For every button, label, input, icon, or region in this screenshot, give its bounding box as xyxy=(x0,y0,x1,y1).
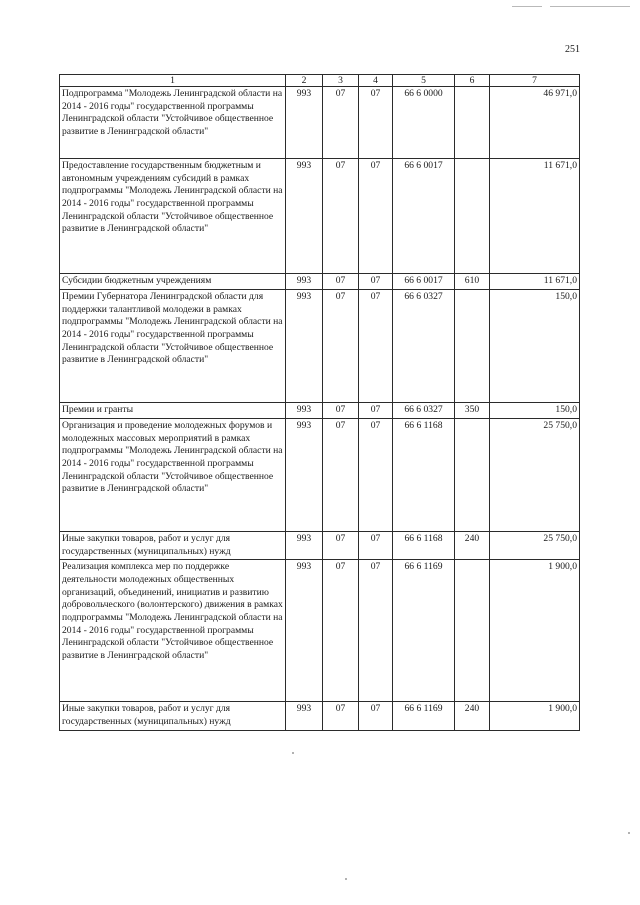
row-code: 993 xyxy=(286,419,323,532)
row-target: 66 6 0000 xyxy=(393,87,455,159)
table-row xyxy=(60,290,580,403)
budget-table xyxy=(59,74,580,731)
row-section: 07 xyxy=(323,560,359,702)
table-row xyxy=(60,532,580,560)
column-header: 6 xyxy=(455,75,490,87)
column-header: 3 xyxy=(323,75,359,87)
column-header: 5 xyxy=(393,75,455,87)
row-type xyxy=(455,290,490,403)
row-code: 993 xyxy=(286,274,323,290)
column-header: 4 xyxy=(359,75,393,87)
row-target: 66 6 0327 xyxy=(393,290,455,403)
row-type xyxy=(455,560,490,702)
row-amount: 25 750,0 xyxy=(490,532,580,560)
row-amount: 1 900,0 xyxy=(490,560,580,702)
table-row xyxy=(60,403,580,419)
row-target: 66 6 1168 xyxy=(393,419,455,532)
row-name: Реализация комплекса мер по поддержке деятельности молодежных общественных организаций, объединений, инициатив и развитию добровольческого (волонтерского) движения в рамках подпрограммы "Молодежь Ленинградской области на 2014 - 2016 годы" государственной программы Ленинградской области "Устойчивое общественное развитие в Ленинградской области" xyxy=(60,560,286,702)
column-header: 1 xyxy=(60,75,286,87)
row-name: Премии Губернатора Ленинградской области для поддержки талантливой молодежи в рамках подпрограммы "Молодежь Ленинградской области на 2014 - 2016 годы" государственной программы Ленинградской области "Устойчивое общественное развитие в Ленинградской области" xyxy=(60,290,286,403)
row-section: 07 xyxy=(323,87,359,159)
row-section: 07 xyxy=(323,403,359,419)
row-subsection: 07 xyxy=(359,290,393,403)
row-target: 66 6 0017 xyxy=(393,274,455,290)
row-section: 07 xyxy=(323,159,359,274)
row-section: 07 xyxy=(323,274,359,290)
table-row xyxy=(60,159,580,274)
row-target: 66 6 0017 xyxy=(393,159,455,274)
row-section: 07 xyxy=(323,290,359,403)
row-type: 350 xyxy=(455,403,490,419)
row-subsection: 07 xyxy=(359,532,393,560)
table-row xyxy=(60,419,580,532)
row-amount: 150,0 xyxy=(490,403,580,419)
row-name: Иные закупки товаров, работ и услуг для государственных (муниципальных) нужд xyxy=(60,702,286,730)
column-header: 7 xyxy=(490,75,580,87)
row-subsection: 07 xyxy=(359,403,393,419)
row-subsection: 07 xyxy=(359,419,393,532)
row-amount: 1 900,0 xyxy=(490,702,580,730)
row-name: Организация и проведение молодежных форумов и молодежных массовых мероприятий в рамках подпрограммы "Молодежь Ленинградской области на 2014 - 2016 годы" государственной программы Ленинградской области "Устойчивое общественное развитие в Ленинградской области" xyxy=(60,419,286,532)
scan-mark xyxy=(550,6,630,7)
row-name: Предоставление государственным бюджетным и автономным учреждениям субсидий в рамках подпрограммы "Молодежь Ленинградской области на 2014 - 2016 годы" государственной программы Ленинградской области "Устойчивое общественное развитие в Ленинградской области" xyxy=(60,159,286,274)
row-target: 66 6 1168 xyxy=(393,532,455,560)
row-amount: 11 671,0 xyxy=(490,274,580,290)
table-row xyxy=(60,274,580,290)
table-row xyxy=(60,560,580,702)
page-number: 251 xyxy=(565,44,580,55)
row-code: 993 xyxy=(286,702,323,730)
row-type: 240 xyxy=(455,532,490,560)
header-row xyxy=(60,75,580,87)
row-subsection: 07 xyxy=(359,87,393,159)
row-type xyxy=(455,419,490,532)
row-subsection: 07 xyxy=(359,274,393,290)
row-code: 993 xyxy=(286,290,323,403)
row-type xyxy=(455,159,490,274)
row-amount: 150,0 xyxy=(490,290,580,403)
row-section: 07 xyxy=(323,702,359,730)
row-name: Субсидии бюджетным учреждениям xyxy=(60,274,286,290)
row-type: 610 xyxy=(455,274,490,290)
row-type xyxy=(455,87,490,159)
row-subsection: 07 xyxy=(359,159,393,274)
scan-speck xyxy=(628,832,630,834)
table-row xyxy=(60,87,580,159)
row-subsection: 07 xyxy=(359,702,393,730)
row-amount: 11 671,0 xyxy=(490,159,580,274)
scan-speck xyxy=(345,878,347,880)
row-code: 993 xyxy=(286,403,323,419)
row-section: 07 xyxy=(323,532,359,560)
scan-speck xyxy=(292,752,294,754)
row-code: 993 xyxy=(286,87,323,159)
row-code: 993 xyxy=(286,159,323,274)
row-subsection: 07 xyxy=(359,560,393,702)
scan-mark xyxy=(512,6,542,7)
row-name: Премии и гранты xyxy=(60,403,286,419)
row-section: 07 xyxy=(323,419,359,532)
table-row xyxy=(60,702,580,730)
row-target: 66 6 1169 xyxy=(393,560,455,702)
row-type: 240 xyxy=(455,702,490,730)
row-code: 993 xyxy=(286,560,323,702)
row-target: 66 6 0327 xyxy=(393,403,455,419)
row-target: 66 6 1169 xyxy=(393,702,455,730)
row-amount: 25 750,0 xyxy=(490,419,580,532)
row-code: 993 xyxy=(286,532,323,560)
row-amount: 46 971,0 xyxy=(490,87,580,159)
row-name: Подпрограмма "Молодежь Ленинградской области на 2014 - 2016 годы" государственной программы Ленинградской области "Устойчивое общественное развитие в Ленинградской области" xyxy=(60,87,286,159)
row-name: Иные закупки товаров, работ и услуг для государственных (муниципальных) нужд xyxy=(60,532,286,560)
column-header: 2 xyxy=(286,75,323,87)
